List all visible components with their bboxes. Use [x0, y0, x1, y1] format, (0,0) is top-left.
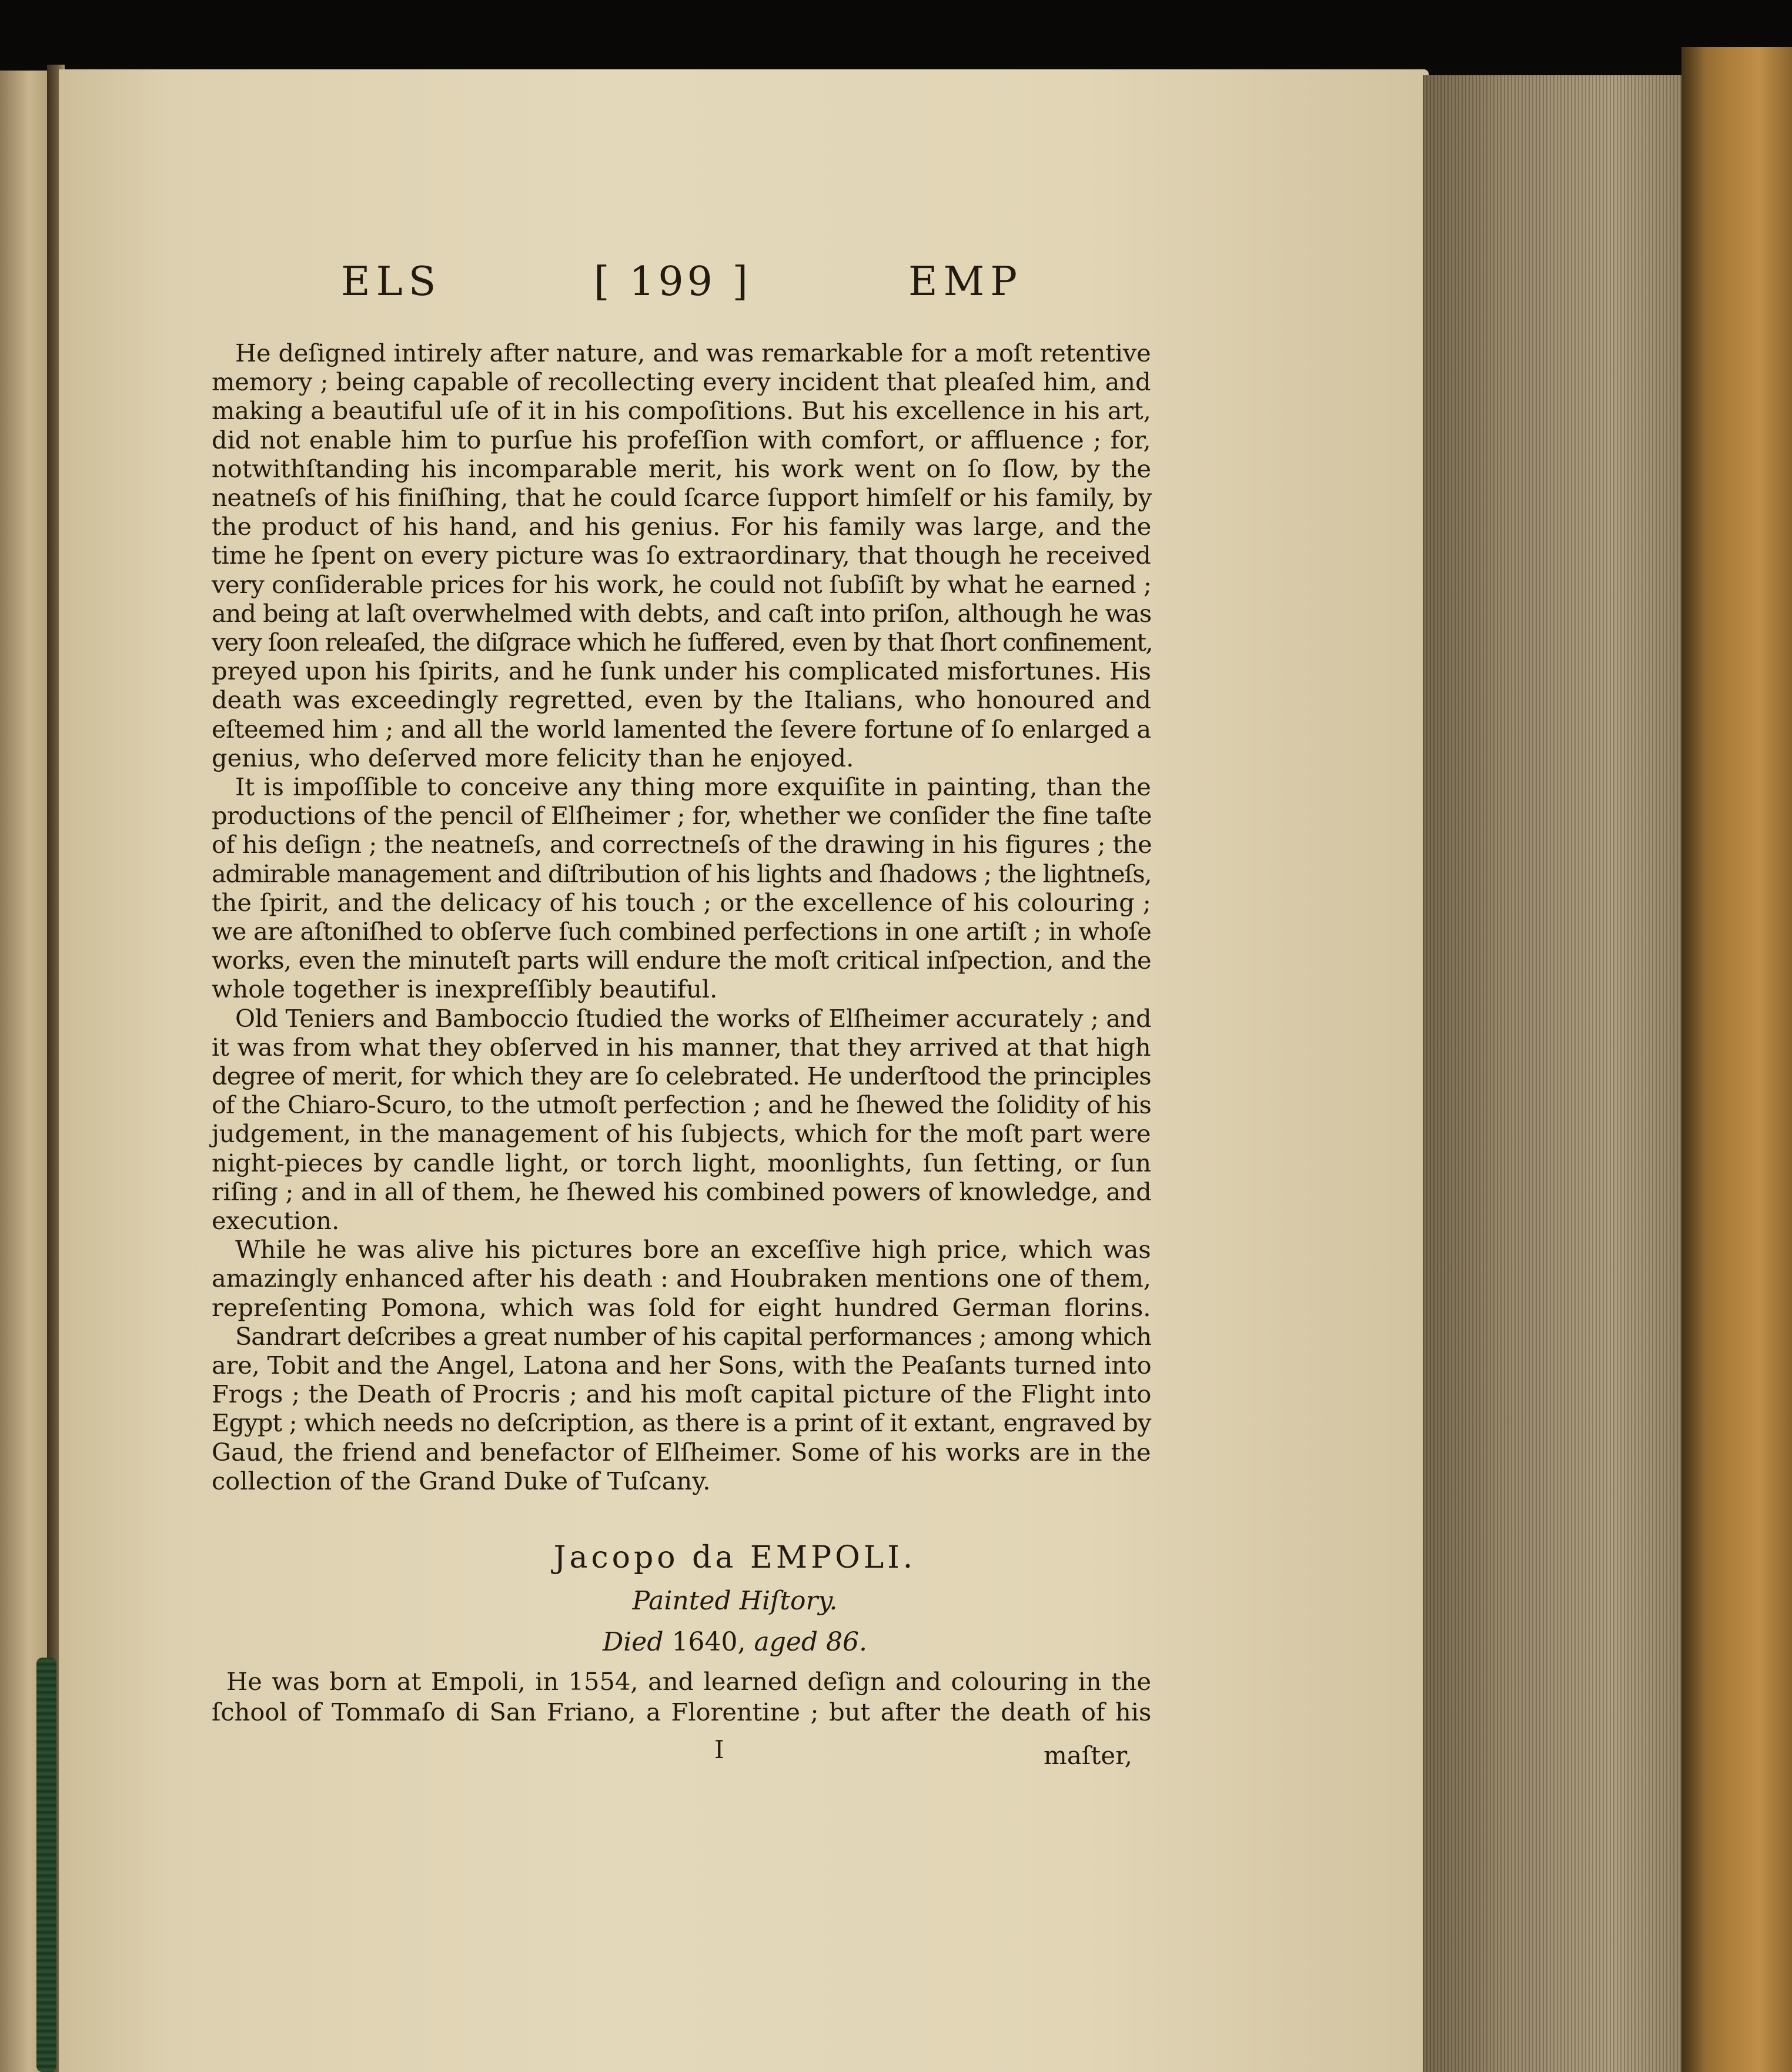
text-line: Old Teniers and Bamboccio ſtudied the works of Elſheimer accurately ; and — [235, 1003, 1152, 1033]
text-line: productions of the pencil of Elſheimer ; for, whether we conſider the fine taſte — [212, 801, 1152, 831]
text-line: time he ſpent on every picture was ſo extraordinary, that though he received — [212, 541, 1151, 570]
text-line: degree of merit, for which they are ſo celebrated. He underſtood the principles — [212, 1062, 1151, 1090]
died-year: 1640, — [671, 1627, 746, 1657]
text-line: preyed upon his ſpirits, and he ſunk under his complicated misfortunes. His — [212, 657, 1151, 686]
section-subtitle: Painted Hiſtory. — [632, 1586, 838, 1616]
text-line: Egypt ; which needs no deſcription, as there is a print of it extant, engraved by — [212, 1408, 1151, 1438]
text-line: genius, who deſerved more felicity than he enjoyed. — [212, 743, 854, 772]
text-line: collection of the Grand Duke of Tuſcany. — [212, 1466, 711, 1495]
text-line: it was from what they obſerved in his manner, that they arrived at that high — [212, 1032, 1151, 1062]
running-head-right: EMP — [908, 259, 1024, 305]
text-line: death was exceedingly regretted, even by the Italians, who honoured and — [212, 685, 1151, 715]
text-line: He was born at Empoli, in 1554, and learned deſign and colouring in the — [226, 1667, 1152, 1696]
text-line: memory ; being capable of recollecting every incident that pleaſed him, and — [212, 367, 1151, 397]
text-line: making a beautiful uſe of it in his compoſitions. But his excellence in his art, — [212, 396, 1151, 426]
page-number: [ 199 ] — [594, 259, 752, 305]
running-head-left: ELS — [341, 259, 442, 305]
text-line: It is impoſſible to conceive any thing more exquiſite in painting, than the — [235, 772, 1151, 801]
aged-note: aged 86. — [754, 1627, 868, 1657]
text-line: and being at laſt overwhelmed with debts, and caſt into priſon, although he was — [212, 598, 1152, 628]
section-dates — [147, 1627, 1323, 1657]
text-line: Frogs ; the Death of Procris ; and his moſt capital picture of the Flight into — [212, 1380, 1152, 1409]
text-line: He deſigned intirely after nature, and was remarkable for a moſt retentive — [235, 339, 1151, 367]
text-line: night-pieces by candle light, or torch light, moonlights, ſun ſetting, or ſun — [212, 1148, 1151, 1177]
text-line: While he was alive his pictures bore an exceſſive high price, which was — [235, 1235, 1151, 1264]
catchword: maſter, — [1044, 1741, 1132, 1770]
text-line: of his deſign ; the neatneſs, and correctneſs of the drawing in his figures ; the — [212, 830, 1152, 859]
text-line: of the Chiaro-Scuro, to the utmoſt perfection ; and he ſhewed the ſolidity of his — [212, 1090, 1151, 1120]
text-line: we are aſtoniſhed to obſerve ſuch combined perfections in one artiſt ; in whoſe — [212, 917, 1152, 946]
text-line: judgement, in the management of his ſubjects, which for the moſt part were — [212, 1119, 1151, 1149]
text-line: execution. — [212, 1206, 340, 1235]
signature-mark: I — [714, 1735, 724, 1764]
section-heading: Jacopo da EMPOLI. — [553, 1540, 917, 1575]
page-block-edges — [1423, 75, 1693, 2072]
text-line: amazingly enhanced after his death : and Houbraken mentions one of them, — [212, 1264, 1151, 1293]
text-line: riſing ; and in all of them, he ſhewed his combined powers of knowledge, and — [212, 1177, 1152, 1206]
text-line: whole together is inexpreſſibly beautiful. — [212, 975, 718, 1004]
cover-shadow — [1681, 47, 1705, 2072]
text-line: repreſenting Pomona, which was ſold for eight hundred German florins. — [212, 1293, 1151, 1322]
text-line: the ſpirit, and the delicacy of his touch ; or the excellence of his colouring ; — [212, 888, 1151, 917]
text-line: Gaud, the friend and benefactor of Elſheimer. Some of his works are in the — [212, 1437, 1151, 1467]
ribbon-bookmark — [36, 1658, 56, 2072]
text-line: did not enable him to purſue his profeſſion with comfort, or affluence ; for, — [212, 425, 1151, 454]
text-line: notwithſtanding his incomparable merit, his work went on ſo ſlow, by the — [212, 454, 1152, 483]
text-line: ſchool of Tommaſo di San Friano, a Florentine ; but after the death of his — [212, 1698, 1152, 1726]
text-line: neatneſs of his finiſhing, that he could ſcarce ſupport himſelf or his family, by — [212, 483, 1152, 512]
text-line: admirable management and diſtribution of his lights and ſhadows ; the lightneſs, — [212, 859, 1152, 888]
background — [0, 0, 1792, 65]
text-line: are, Tobit and the Angel, Latona and her Sons, with the Peaſants turned into — [212, 1351, 1152, 1380]
text-line: works, even the minuteſt parts will endure the moſt critical inſpection, and the — [212, 946, 1151, 975]
text-line: eſteemed him ; and all the world lamented the ſevere fortune of ſo enlarged a — [212, 714, 1151, 744]
text-line: the product of his hand, and his genius. For his family was large, and the — [212, 512, 1152, 541]
text-line: very ſoon releaſed, the diſgrace which he ſuffered, even by that ſhort confinement, — [212, 628, 1152, 657]
died-word: Died — [602, 1627, 664, 1657]
text-line: Sandrart deſcribes a great number of his capital performances ; among which — [235, 1321, 1151, 1351]
text-line: very conſiderable prices for his work, he could not ſubſiſt by what he earned ; — [212, 570, 1152, 599]
